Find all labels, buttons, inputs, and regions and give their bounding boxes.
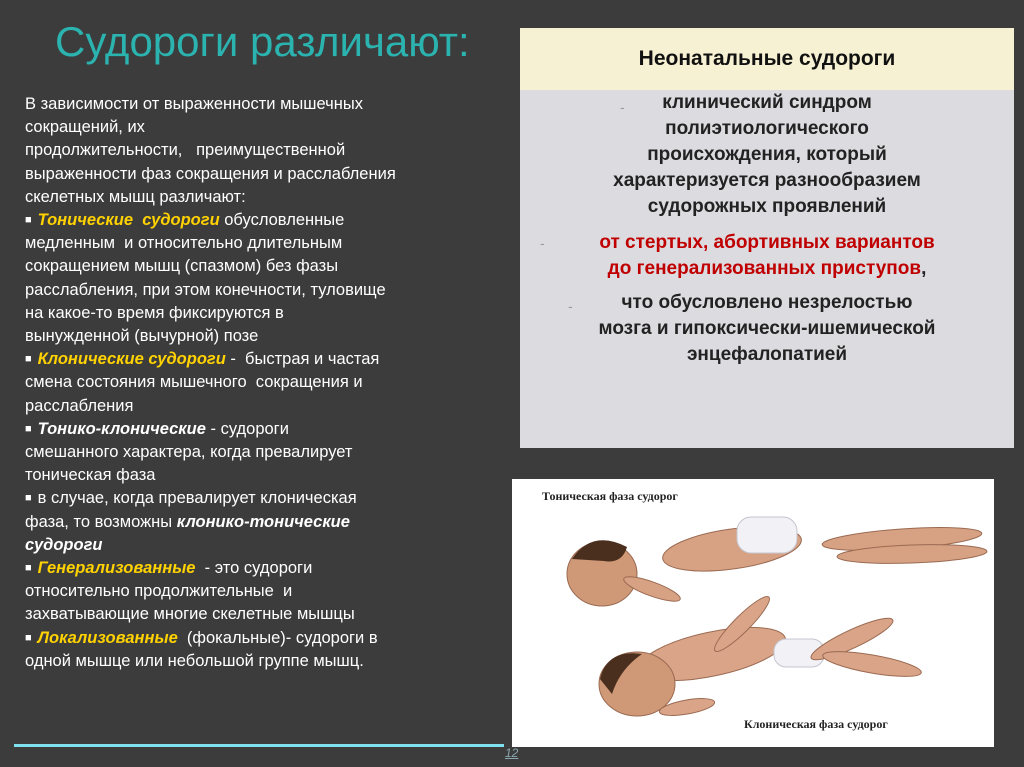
intro-line: скелетных мышц различают: — [25, 187, 246, 206]
dash-icon: - — [620, 99, 625, 115]
caption-tonic: Тоническая фаза судорог — [542, 489, 678, 503]
clonic-tonic-term: клонико-тонические — [176, 512, 350, 531]
info-box-title: Неонатальные судороги — [638, 47, 896, 70]
tonic-item: ■ Тонические судороги обусловленные — [25, 211, 345, 230]
clonic-item: ■ Клонические судороги - быстрая и частая — [25, 350, 380, 369]
bullet-icon: ■ — [25, 422, 32, 435]
info-box-header — [520, 28, 1014, 90]
bullet-icon: ■ — [25, 492, 32, 505]
generalized-term: Генерализованные — [37, 559, 196, 578]
dash-icon: - — [540, 235, 545, 251]
dash-icon: - — [568, 298, 573, 314]
intro-line: сокращений, их — [25, 118, 145, 137]
tonic-infant — [567, 517, 987, 606]
localized-item: ■ Локализованные (фокальные)- судороги в — [25, 628, 378, 647]
infant-illustration — [512, 479, 994, 747]
generalized-item: ■ Генерализованные - это судороги — [25, 559, 313, 578]
caption-clonic: Клоническая фаза судорог — [744, 717, 888, 731]
page-number: 12 — [505, 746, 519, 760]
bullet-icon: ■ — [25, 214, 32, 227]
neonatal-info-box — [520, 28, 1014, 448]
tonic-clonic-item: ■ Тонико-клонические - судороги — [25, 419, 289, 438]
slide-title: Судороги различают: — [55, 18, 470, 65]
clonic-infant — [599, 591, 923, 718]
localized-term: Локализованные — [37, 628, 178, 647]
bullet-icon: ■ — [25, 353, 32, 366]
footer-underline — [14, 744, 504, 747]
seizure-phases-photo — [512, 479, 994, 747]
bullet-icon: ■ — [25, 562, 32, 575]
clonic-term: Клонические судороги — [37, 350, 226, 369]
info-item-definition: клинический синдром полиэтиологического происхождения, который характеризуется разнообразием судорожных проявлений — [613, 92, 921, 217]
info-item-variants: от стертых, абортивных вариантов до генерализованных приступов, — [599, 232, 935, 279]
body-text: В зависимости от выраженности мышечных сокращений, их продолжительности, преимущественной выраженности фаз сокращения и расслабления скелетных мышц различают: ■ Тонические судороги обусловленные медленным и относительно длительным сокращением мышц (спазмом) без фазы расслабления, при этом конечности, туловище на какое-то время фиксируются в вынужденной (вычурной) позе ■ Клонические судороги - быстрая и частая смена состояния мышечного сокращения и расслабления ■ Тонико-клонические - судороги смешанного характера, когда превалирует тоническая фаза ■ в случае, когда превалирует клоническая фаза, то возможны клонико-тонические судороги ■ Генерализованные - это судороги относительно продолжительные и захватывающие многие скелетные мышцы ■ Локализованные (фокальные)- судороги в одной мышце или небольшой группе мышц. — [25, 93, 495, 673]
intro-line: выраженности фаз сокращения и расслабления — [25, 164, 396, 183]
intro-line: продолжительности, преимущественной — [25, 141, 346, 160]
info-item-cause: что обусловлено незрелостью мозга и гипоксически-ишемической энцефалопатией — [598, 292, 936, 365]
tonic-clonic-term: Тонико-клонические — [37, 419, 206, 438]
tonic-term: Тонические судороги — [37, 211, 220, 230]
clonic-tonic-item: ■ в случае, когда превалирует клоническая — [25, 489, 357, 508]
bullet-icon: ■ — [25, 631, 32, 644]
intro-line: В зависимости от выраженности мышечных — [25, 95, 363, 113]
